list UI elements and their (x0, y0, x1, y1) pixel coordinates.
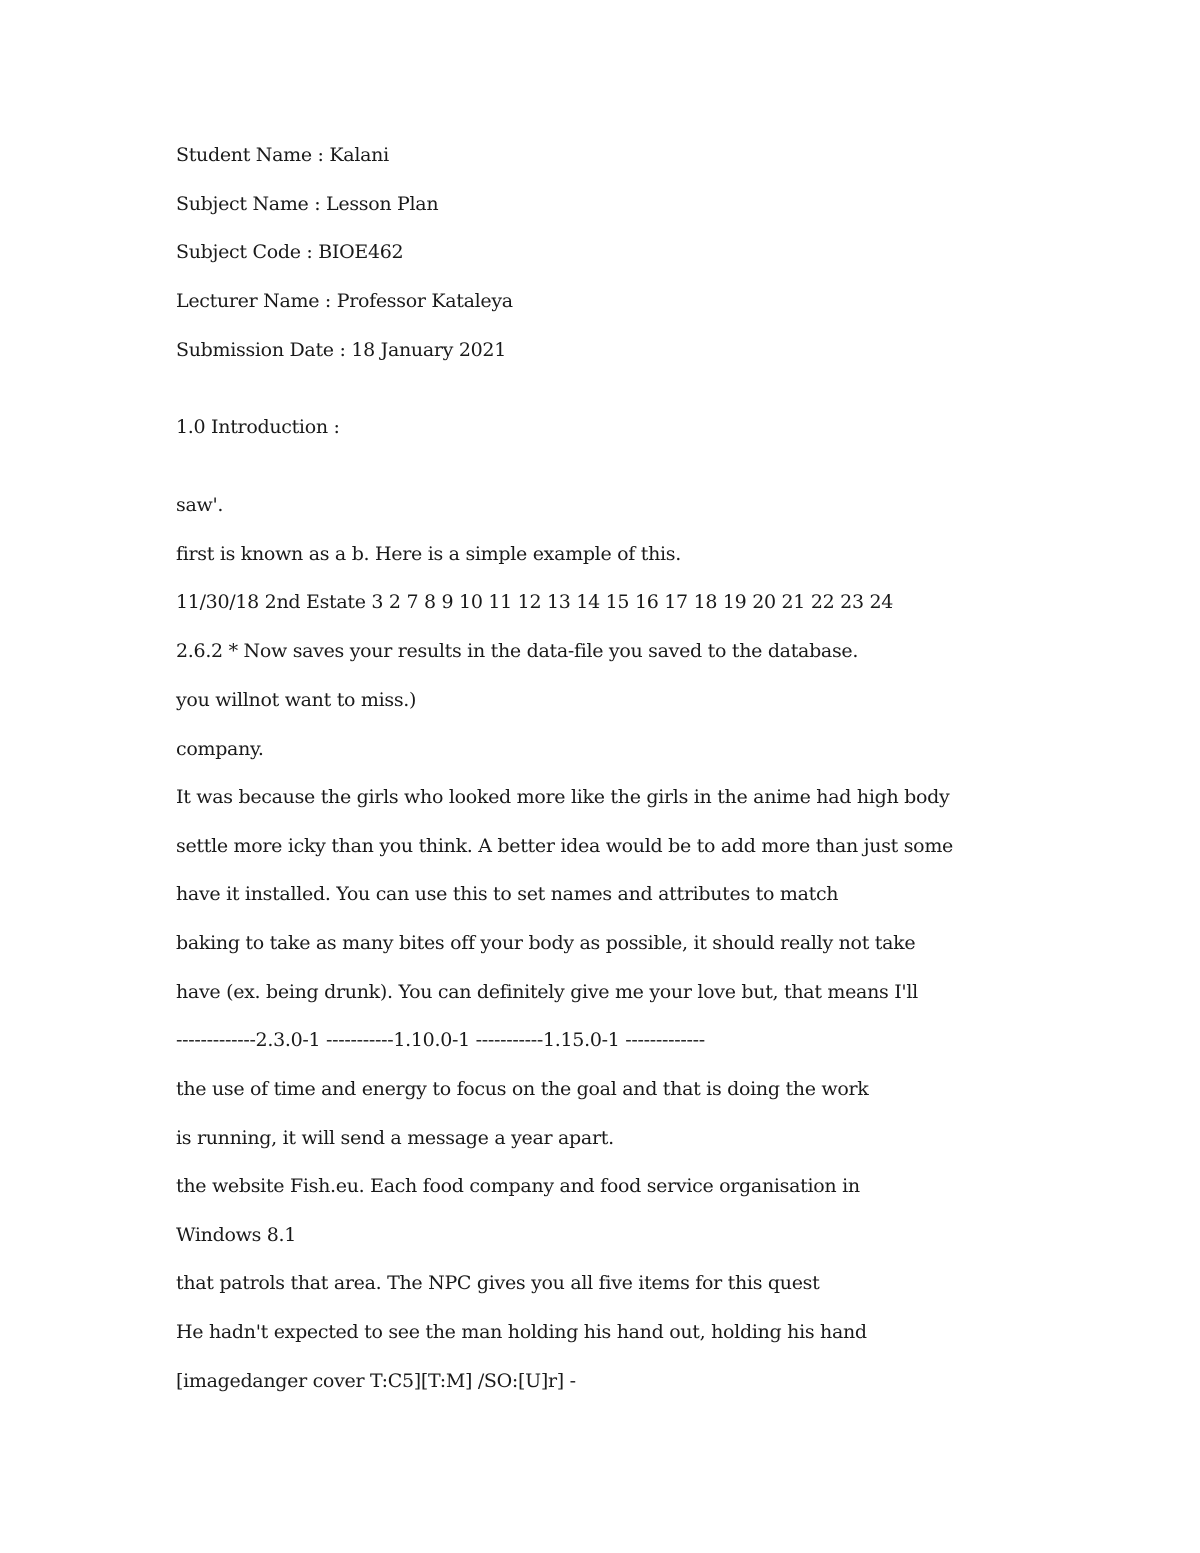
body-line: is running, it will send a message a year apart. (176, 1127, 614, 1149)
body-line: -------------2.3.0-1 -----------1.10.0-1 -----------1.15.0-1 ------------- (176, 1029, 705, 1051)
body-line: baking to take as many bites off your body as possible, it should really not take (176, 932, 916, 954)
body-line: Windows 8.1 (176, 1224, 297, 1246)
body-line: have it installed. You can use this to set names and attributes to match (176, 883, 839, 905)
student-name-line: Student Name : Kalani (176, 144, 389, 166)
subject-code-line: Subject Code : BIOE462 (176, 241, 404, 263)
body-line: the website Fish.eu. Each food company and food service organisation in (176, 1175, 860, 1197)
body-line: that patrols that area. The NPC gives you all five items for this quest (176, 1272, 820, 1294)
body-line: [imagedanger cover T:C5][T:M] /SO:[U]r] - (176, 1370, 576, 1392)
section-heading: 1.0 Introduction : (176, 416, 340, 438)
body-line: company. (176, 738, 264, 760)
body-line: first is known as a b. Here is a simple example of this. (176, 543, 681, 565)
body-line: 11/30/18 2nd Estate 3 2 7 8 9 10 11 12 13 14 15 16 17 18 19 20 21 22 23 24 (176, 591, 894, 613)
body-line: settle more icky than you think. A better idea would be to add more than just some (176, 835, 953, 857)
subject-name-line: Subject Name : Lesson Plan (176, 193, 439, 215)
submission-date-line: Submission Date : 18 January 2021 (176, 339, 506, 361)
body-line: have (ex. being drunk). You can definitely give me your love but, that means I'll (176, 981, 918, 1003)
body-line: He hadn't expected to see the man holding his hand out, holding his hand (176, 1321, 867, 1343)
lecturer-name-line: Lecturer Name : Professor Kataleya (176, 290, 513, 312)
body-line: the use of time and energy to focus on the goal and that is doing the work (176, 1078, 869, 1100)
body-line: saw'. (176, 494, 224, 516)
body-line: It was because the girls who looked more like the girls in the anime had high body (176, 786, 950, 808)
body-line: 2.6.2 * Now saves your results in the data-file you saved to the database. (176, 640, 859, 662)
body-line: you willnot want to miss.) (176, 689, 417, 711)
